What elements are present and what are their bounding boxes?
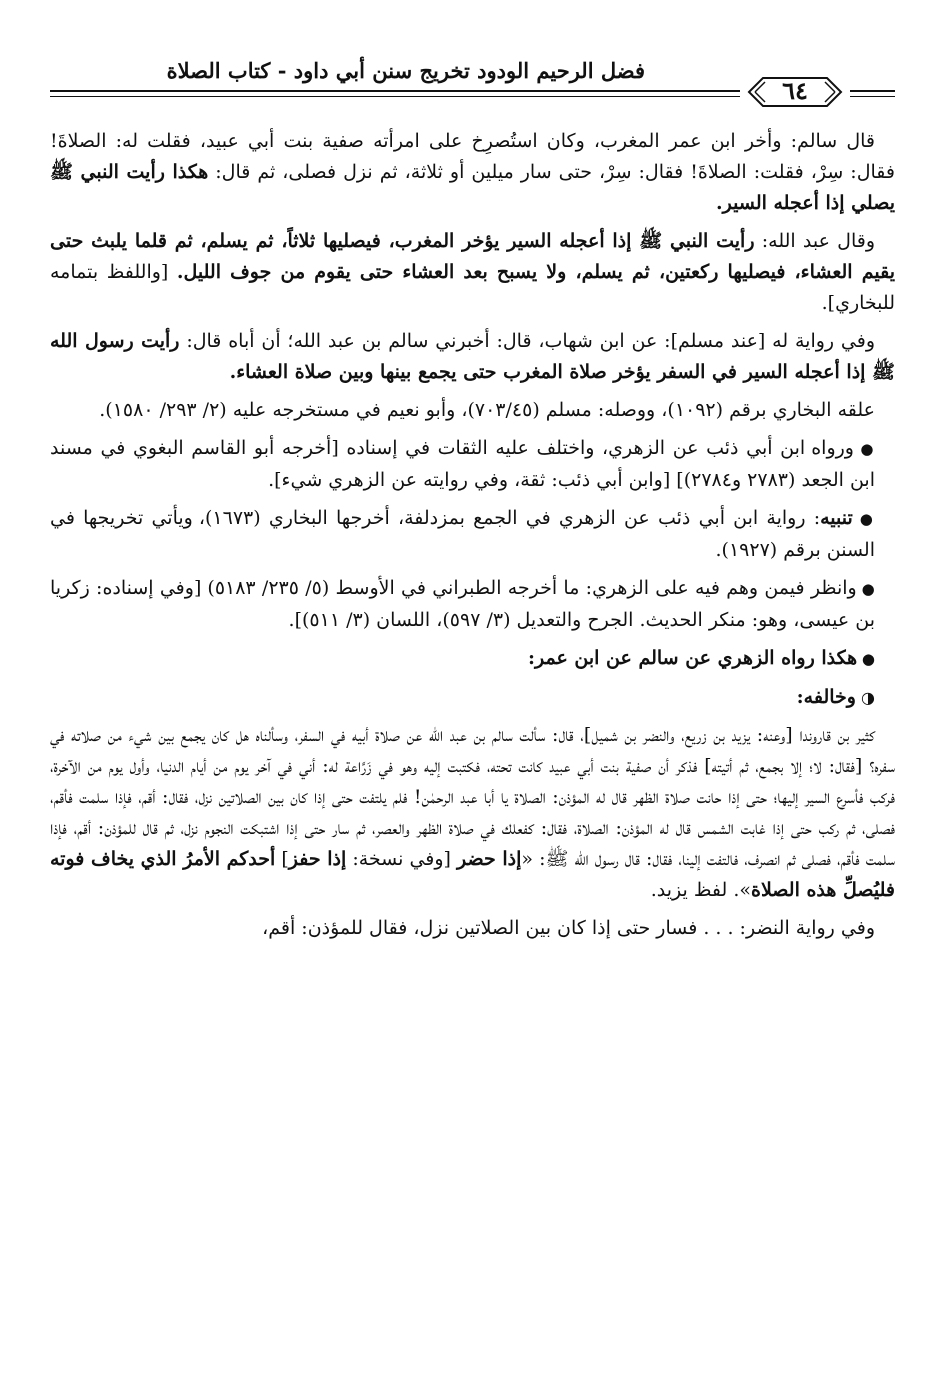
bold-text: إذا حفز: [288, 848, 347, 870]
text-segment: وانظر فيمن وهم فيه على الزهري: ما أخرجه الطبراني في الأوسط (٥/ ٢٣٥/ ٥١٨٣) [وفي إسناده: زكريا بن عيسى، وهو: منكر الحديث. الجرح والتعديل (٣/ ٥٩٧)، اللسان (٣/ ٥١١)].: [50, 577, 875, 631]
paragraph: [50, 226, 895, 319]
header-rule-thin: [50, 96, 740, 97]
header-rule: [50, 90, 740, 92]
bold-text: هكذا رواه الزهري عن سالم عن ابن عمر:: [527, 647, 858, 669]
text-segment: وفي رواية النضر: . . . فسار حتى إذا كان بين الصلاتين نزل، فقال للمؤذن: أقم،: [262, 917, 875, 939]
page-number-badge: [745, 72, 845, 112]
paragraph: [50, 126, 895, 219]
header-rule-right: [850, 90, 895, 92]
paragraph: [50, 720, 895, 906]
bold-text: أحدكم الأمرُ الذي يخاف فوته فليُصلِّ هذه الصلاة: [50, 848, 895, 901]
paragraph: [50, 395, 895, 426]
text-segment: ورواه ابن أبي ذئب عن الزهري، واختلف عليه الثقات في إسناده [أخرجه أبو القاسم البغوي في مسند ابن الجعد (٢٧٨٣ و٢٧٨٤)] [وابن أبي ذئب: ثقة، وفي روايته عن الزهري شيء].: [50, 437, 875, 491]
running-title: فضل الرحيم الودود تخريج سنن أبي داود - كتاب الصلاة: [166, 58, 645, 83]
text-segment: [وفي نسخة:: [346, 848, 458, 870]
page-number: ٦٤: [782, 76, 808, 105]
paragraph: [50, 643, 895, 675]
text-segment: وفي رواية له [عند مسلم]: عن ابن شهاب، قال: أخبرني سالم بن عبد الله؛ أن أباه قال:: [179, 330, 875, 352]
bold-text: وخالفه:: [796, 686, 856, 708]
text-segment: ]: [275, 848, 289, 870]
paragraph: [50, 433, 895, 496]
text-segment: [واللفظ بتمامه للبخاري].: [50, 261, 895, 314]
paragraph: [50, 503, 895, 566]
header-rule-right-thin: [850, 96, 895, 97]
text-segment: قال سالم: وأخر ابن عمر المغرب، وكان استُصرِخ على امرأته صفية بنت أبي عبيد، فقلت له: الصلاةَ! فقال: سِرْ، فقلت: الصلاةَ! فقال: سِرْ، حتى سار ميلين أو ثلاثة، ثم نزل فصلى، ثم قال:: [50, 130, 895, 183]
bold-text: تنبيه: [820, 507, 853, 529]
bold-text: رأيت النبي ﷺ إذا أعجله السير يؤخر المغرب، فيصليها ثلاثاً، ثم يسلم، ثم قلما يلبث حتى يقيم العشاء، فيصليها ركعتين، ثم يسلم، ولا يسبح بعد العشاء حتى يقوم من جوف الليل.: [50, 230, 895, 283]
paragraph: [50, 913, 895, 944]
text-segment: علقه البخاري برقم (١٠٩٢)، ووصله: مسلم (٧٠٣/٤٥)، وأبو نعيم في مستخرجه عليه (٢/ ٢٩٣/ ١٥٨٠).: [99, 399, 875, 421]
paragraph: [50, 682, 895, 713]
paragraph: [50, 573, 895, 636]
bold-text: إذا حضر: [457, 848, 522, 870]
page-header: [50, 54, 895, 116]
bold-text: هكذا رأيت النبي ﷺ يصلي إذا أعجله السير.: [50, 161, 895, 214]
text-segment: ». لفظ يزيد.: [650, 879, 752, 901]
paragraph: [50, 326, 895, 388]
page-body: [50, 126, 895, 951]
bold-text: رأيت رسول الله ﷺ إذا أعجله السير في السفر يؤخر صلاة المغرب حتى يجمع بينها وبين صلاة العشاء.: [50, 330, 895, 383]
text-segment: : رواية ابن أبي ذئب عن الزهري في الجمع بمزدلفة، أخرجها البخاري (١٦٧٣)، ويأتي تخريجها في السنن برقم (١٩٢٧).: [50, 507, 875, 561]
text-segment: كثير بن قاروندا [وعنه: يزيد بن زريع، والنضر بن شميل]، قال: سألت سالم بن عبد الله عن صلاة أبيه في السفر، وسألناه هل كان يجمع بين شيء من صلاته في سفره؟ [فقال: لا؛ إلا بجمع، ثم أتيته] فذكر أن صفية بنت أبي عبيد كانت تحته، فكتبت إليه وهو في زَرَّاعة له: أني في آخر يوم من أيام الدنيا، وأول يوم من الآخرة، فركب فأسرع السير إليها؛ حتى إذا حانت صلاة الظهر قال له المؤذن: الصلاة يا أبا عبد الرحمٰن! فلم يلتفت حتى إذا كان بين الصلاتين نزل، فقال: أقم، فإذا سلمت فأقم، فصلى، ثم ركب حتى إذا غابت الشمس قال له المؤذن: الصلاة، فقال: كفعلك في صلاة الظهر والعصر، ثم سار حتى إذا اشتبكت النجوم نزل، ثم قال للمؤذن: أقم، فإذا سلمت فأقم، فصلى ثم انصرف، فالتفت إلينا، فقال: قال رسول الله ﷺ: «: [50, 724, 896, 870]
text-segment: وقال عبد الله:: [754, 230, 875, 252]
